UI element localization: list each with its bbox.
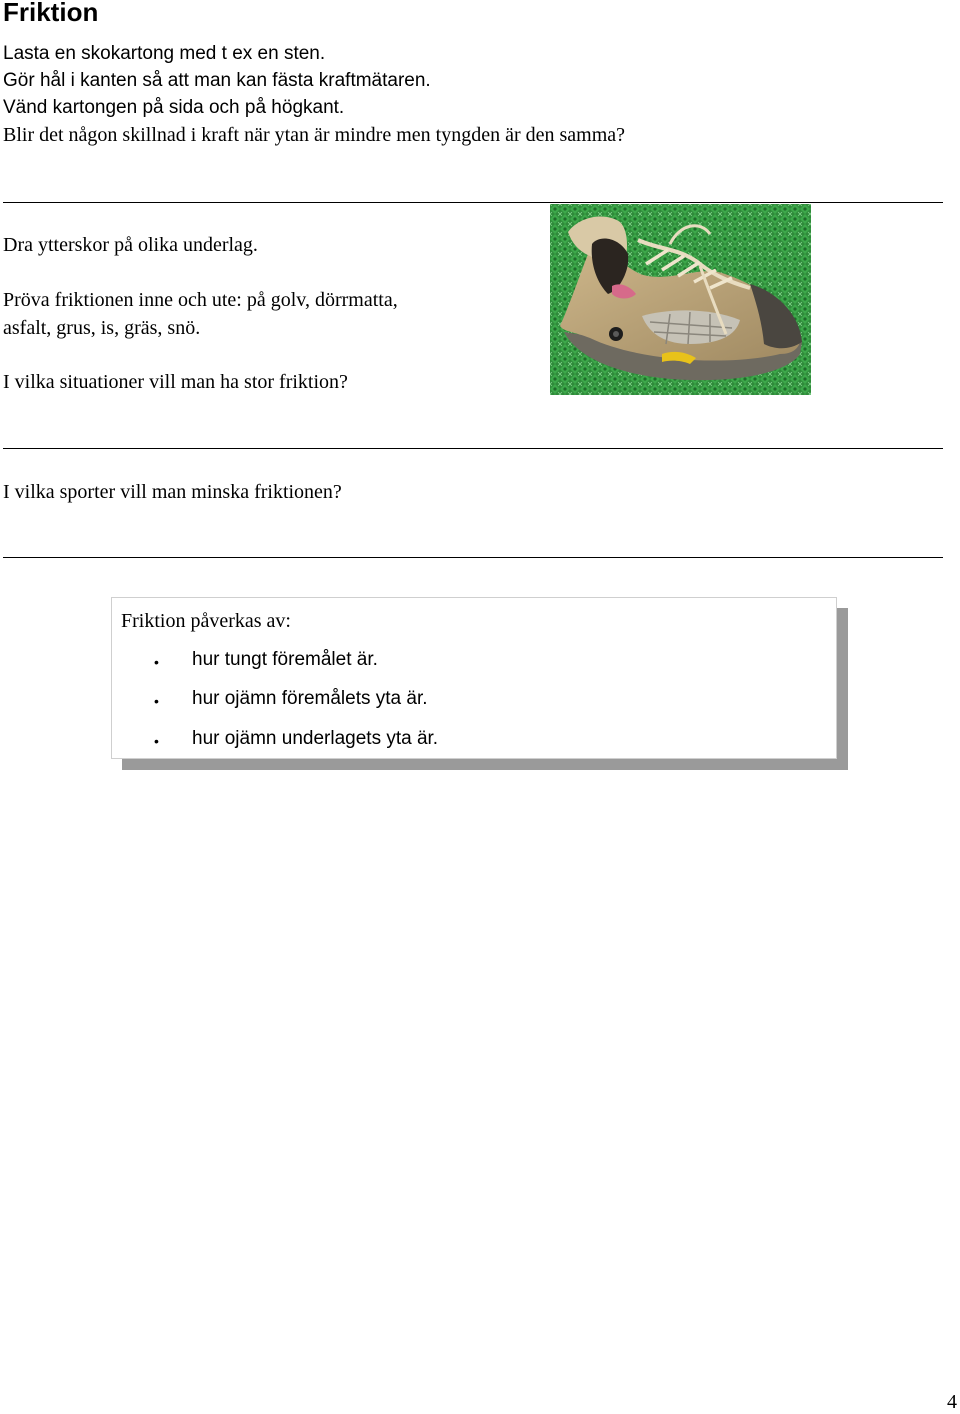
- page-number: 4: [947, 1391, 957, 1413]
- question-high-friction: I vilka situationer vill man ha stor friktion?: [3, 371, 348, 393]
- bullet-marker: •: [154, 733, 159, 749]
- factbox-heading: Friktion påverkas av:: [121, 610, 291, 632]
- instruction-try-friction-line-1: Pröva friktionen inne och ute: på golv, dörrmatta,: [3, 289, 398, 311]
- question-reduce-friction-sports: I vilka sporter vill man minska friktionen?: [3, 481, 342, 503]
- instruction-line-3: Vänd kartongen på sida och på högkant.: [3, 97, 345, 118]
- shoe-on-grass-photo: [550, 204, 811, 395]
- factbox-item-object-surface: hur ojämn föremålets yta är.: [192, 688, 428, 709]
- bullet-marker: •: [154, 654, 159, 670]
- answer-line-3: [3, 557, 943, 558]
- instruction-line-1: Lasta en skokartong med t ex en sten.: [3, 43, 326, 64]
- instruction-shoes-surfaces: Dra ytterskor på olika underlag.: [3, 234, 258, 256]
- instruction-line-2: Gör hål i kanten så att man kan fästa kraftmätaren.: [3, 70, 431, 91]
- bullet-marker: •: [154, 693, 159, 709]
- factbox-item-ground-surface: hur ojämn underlagets yta är.: [192, 728, 439, 749]
- factbox-item-weight: hur tungt föremålet är.: [192, 649, 378, 670]
- question-surface-area: Blir det någon skillnad i kraft när ytan är mindre men tyngden är den samma?: [3, 124, 626, 146]
- instruction-try-friction-line-2: asfalt, grus, is, gräs, snö.: [3, 317, 201, 339]
- answer-line-1: [3, 202, 943, 203]
- page-title: Friktion: [3, 0, 99, 27]
- answer-line-2: [3, 448, 943, 449]
